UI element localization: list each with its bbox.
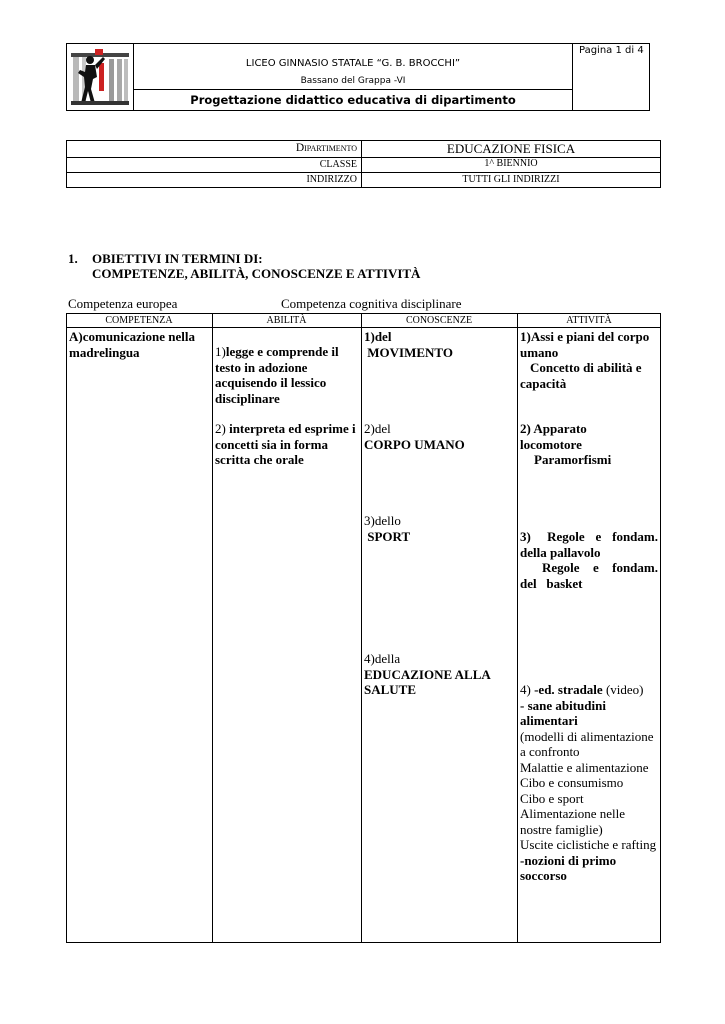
column-header-attivita: ATTIVITÀ bbox=[566, 315, 612, 326]
conoscenze-item-2-text: CORPO UMANO bbox=[364, 436, 465, 452]
section-heading-line2: COMPETENZE, ABILITÀ, CONOSCENZE E ATTIVITÀ bbox=[92, 266, 421, 281]
main-table-header-separator bbox=[66, 327, 661, 328]
competenza-text: A)comunicazione nella madrelingua bbox=[69, 329, 196, 360]
column-header-competenza: COMPETENZA bbox=[105, 315, 173, 326]
section-heading-line1: OBIETTIVI IN TERMINI DI: bbox=[92, 251, 263, 266]
main-table-column-divider bbox=[361, 313, 362, 943]
info-value-classe: 1^ BIENNIO bbox=[484, 158, 538, 169]
section-number: 1. bbox=[68, 251, 78, 266]
attivita-item-3-pallavolo: 3) Regole e fondam. della pallavolo bbox=[520, 529, 662, 560]
abilita-item-2-number: 2) bbox=[215, 421, 230, 436]
info-label-classe: CLASSE bbox=[319, 159, 357, 170]
conoscenze-item-3-number: 3)dello bbox=[364, 513, 401, 528]
attivita-item-2-title: 2) Apparato locomotore bbox=[520, 421, 587, 452]
attivita-alimentazione-famiglie: Alimentazione nelle nostre famiglie) bbox=[520, 806, 626, 837]
attivita-item-4-number: 4) bbox=[520, 682, 535, 697]
conoscenze-item-4-number: 4)della bbox=[364, 651, 401, 666]
page-number: Pagina 1 di 4 bbox=[579, 45, 644, 56]
attivita-uscite: Uscite ciclistiche e rafting bbox=[520, 837, 657, 852]
attivita-ed-stradale: -ed. stradale bbox=[534, 682, 603, 697]
abilita-item-1 bbox=[215, 344, 357, 406]
abilita-item-1-number: 1) bbox=[215, 344, 226, 359]
competenza-europea-label: Competenza europea bbox=[68, 296, 178, 311]
column-header-abilita: ABILITÀ bbox=[266, 315, 307, 326]
conoscenze-item-3 bbox=[364, 513, 514, 544]
info-value-dipartimento: EDUCAZIONE FISICA bbox=[446, 141, 576, 156]
info-row-separator bbox=[66, 172, 661, 173]
attivita-item-2-sub: Paramorfismi bbox=[534, 452, 612, 467]
competenza-cognitiva-label: Competenza cognitiva disciplinare bbox=[281, 296, 462, 311]
header-divider-horizontal bbox=[133, 89, 573, 90]
attivita-modelli: (modelli di alimentazione a confronto bbox=[520, 728, 654, 759]
attivita-item-1-sub: Concetto di abilità e capacità bbox=[520, 360, 642, 391]
conoscenze-item-1-text: MOVIMENTO bbox=[364, 344, 453, 360]
info-label-indirizzo: INDIRIZZO bbox=[306, 174, 357, 185]
attivita-cibo-sport: Cibo e sport bbox=[520, 790, 584, 806]
conoscenze-item-2 bbox=[364, 421, 514, 452]
conoscenze-item-2-prefix: 2)del bbox=[364, 421, 391, 436]
conoscenze-item-3-text: SPORT bbox=[364, 528, 411, 544]
school-city: Bassano del Grappa -VI bbox=[300, 76, 406, 86]
abilita-item-1-text: legge e comprende il testo in adozione acquisendo il lessico disciplinare bbox=[215, 344, 339, 406]
conoscenze-item-1-number: 1)del bbox=[364, 329, 392, 344]
info-value-indirizzo: TUTTI GLI INDIRIZZI bbox=[462, 174, 560, 185]
document-title: Progettazione didattico educativa di dipartimento bbox=[190, 93, 516, 107]
attivita-malattie: Malattie e alimentazione bbox=[520, 759, 649, 775]
school-name: LICEO GINNASIO STATALE “G. B. BROCCHI” bbox=[245, 58, 461, 69]
attivita-item-4 bbox=[520, 682, 660, 884]
attivita-video-note: (video) bbox=[602, 682, 644, 697]
attivita-item-1-title: 1)Assi e piani del corpo umano bbox=[520, 329, 650, 360]
abilita-item-2 bbox=[215, 421, 357, 468]
conoscenze-item-4-text: EDUCAZIONE ALLA SALUTE bbox=[364, 666, 491, 697]
main-table-column-divider bbox=[517, 313, 518, 943]
abilita-item-2-text: interpreta ed esprime i concetti sia in forma scritta che orale bbox=[215, 421, 356, 467]
school-logo bbox=[69, 45, 131, 109]
conoscenze-item-4 bbox=[364, 651, 514, 698]
conoscenze-item-2-number bbox=[364, 421, 514, 437]
main-table-column-divider bbox=[212, 313, 213, 943]
column-header-conoscenze: CONOSCENZE bbox=[405, 315, 473, 326]
attivita-primo-soccorso: -nozioni di primo soccorso bbox=[520, 852, 617, 883]
attivita-cibo-consumismo: Cibo e consumismo bbox=[520, 775, 624, 790]
info-label-dipartimento: Dipartimento bbox=[295, 142, 357, 154]
attivita-sane-abitudini: - sane abitudini alimentari bbox=[520, 697, 606, 728]
attivita-item-3-basket: Regole e fondam. del basket bbox=[520, 560, 662, 591]
conoscenze-item-1 bbox=[364, 329, 514, 360]
